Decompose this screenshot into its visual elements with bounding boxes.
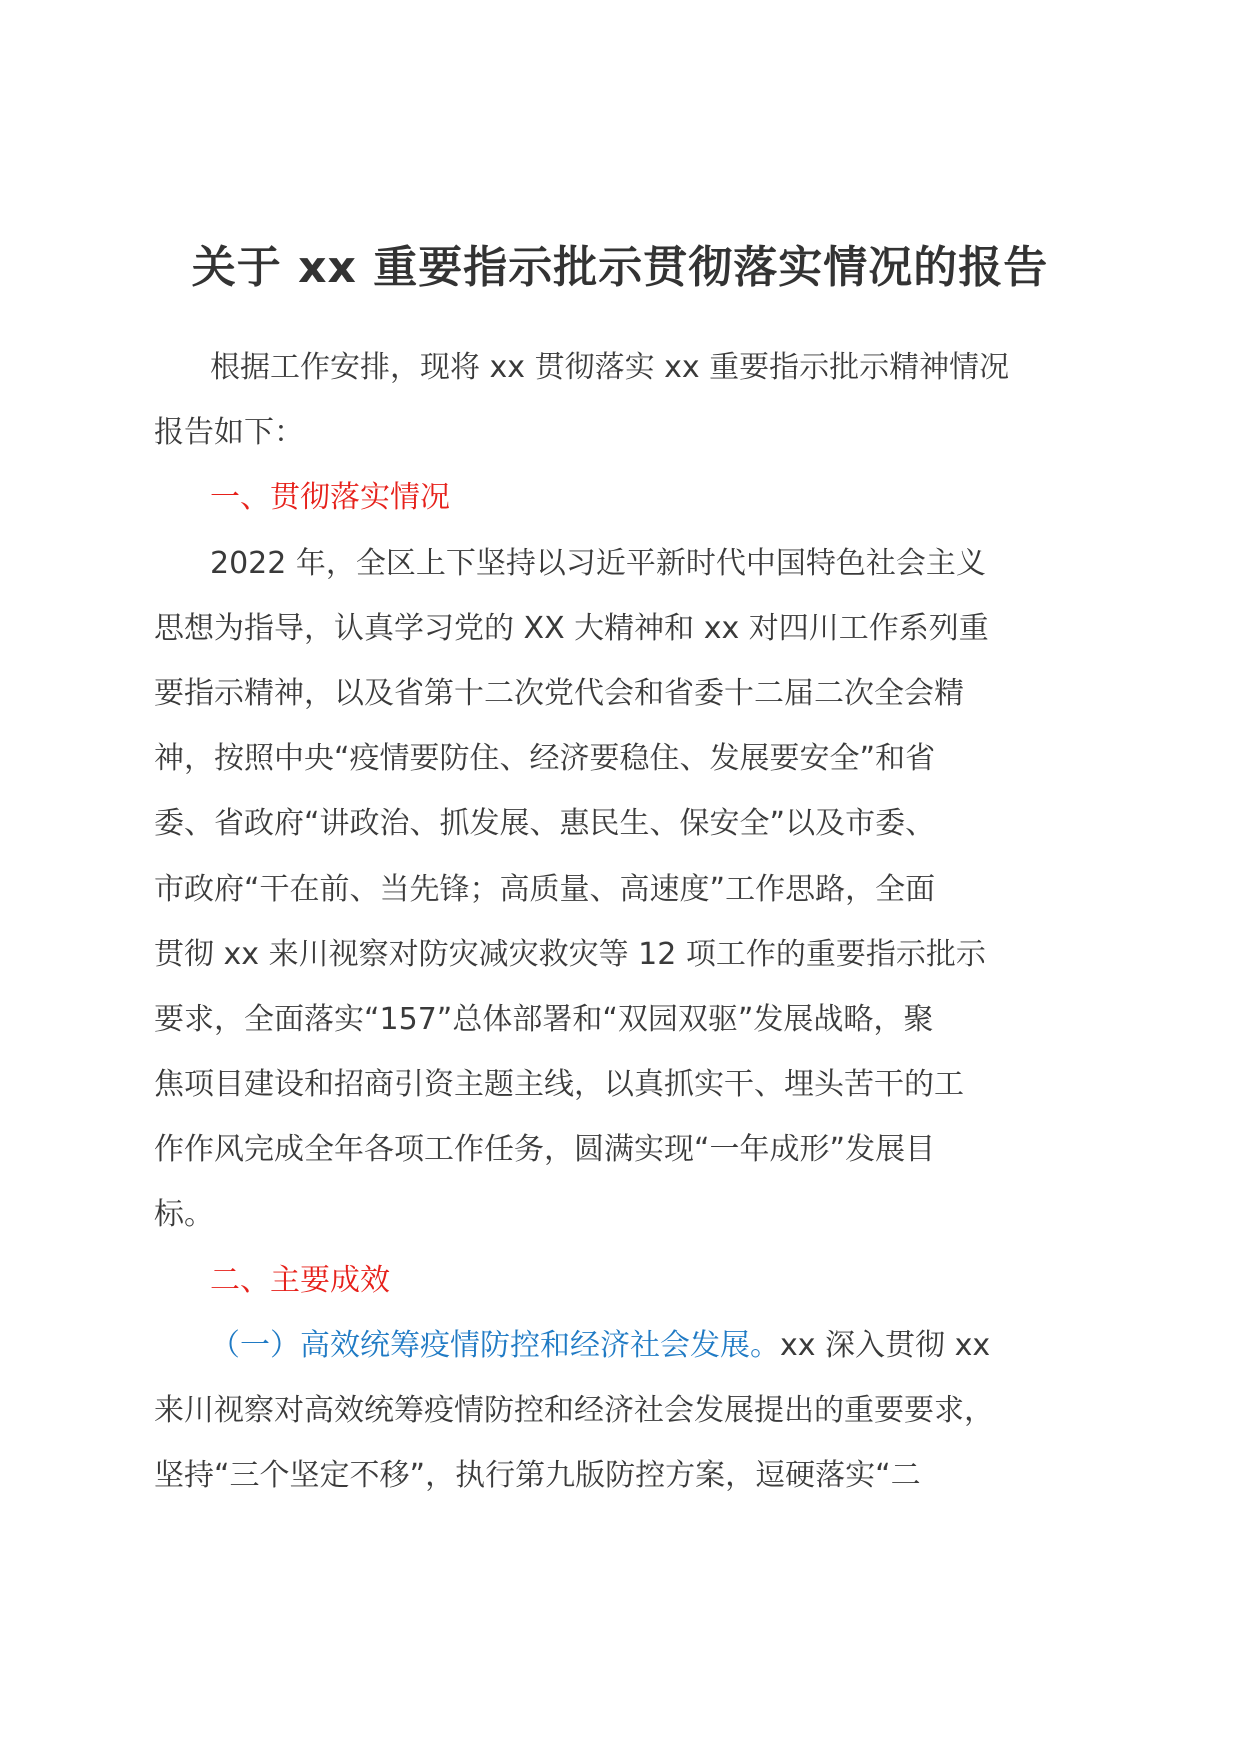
paragraph-line: 神，按照中央“疫情要防住、经济要稳住、发展要安全”和省	[154, 741, 936, 777]
intro-line: 报告如下：	[154, 415, 304, 451]
intro-line: 根据工作安排，现将 xx 贯彻落实 xx 重要指示批示精神情况	[210, 350, 1010, 385]
paragraph-line: 委、省政府“讲政治、抓发展、惠民生、保安全”以及市委、	[154, 806, 936, 842]
paragraph-line: 焦项目建设和招商引资主题主线，以真抓实干、埋头苦干的工	[154, 1067, 964, 1103]
paragraph-line: 要求，全面落实“157”总体部署和“双园双驱”发展战略，聚	[154, 1001, 934, 1037]
paragraph-line: 作作风完成全年各项工作任务，圆满实现“一年成形”发展目	[154, 1132, 936, 1168]
paragraph-line: 市政府“干在前、当先锋；高质量、高速度”工作思路，全面	[154, 871, 936, 907]
paragraph-line: 思想为指导，认真学习党的 XX 大精神和 xx 对四川工作系列重	[154, 610, 989, 646]
paragraph-line: 标。	[154, 1197, 214, 1233]
paragraph-line: 来川视察对高效统筹疫情防控和经济社会发展提出的重要要求，	[154, 1393, 994, 1428]
section-heading: 一、贯彻落实情况	[210, 480, 450, 516]
document-body	[154, 335, 1094, 1508]
section-heading: 二、主要成效	[210, 1262, 390, 1298]
paragraph-line: 要指示精神，以及省第十二次党代会和省委十二届二次全会精	[154, 675, 964, 711]
subsection-first-line	[154, 1313, 1094, 1378]
paragraph-line: 贯彻 xx 来川视察对防灾减灾救灾等 12 项工作的重要指示批示	[154, 936, 986, 972]
paragraph-line: 坚持“三个坚定不移”，执行第九版防控方案，逗硬落实“二	[154, 1458, 921, 1494]
paragraph-text: xx 深入贯彻 xx	[780, 1327, 991, 1363]
subsection-heading: （一）高效统筹疫情防控和经济社会发展。	[210, 1327, 780, 1363]
paragraph-line: 2022 年，全区上下坚持以习近平新时代中国特色社会主义	[210, 545, 986, 581]
document-title: 关于 xx 重要指示批示贯彻落实情况的报告	[191, 242, 1049, 293]
